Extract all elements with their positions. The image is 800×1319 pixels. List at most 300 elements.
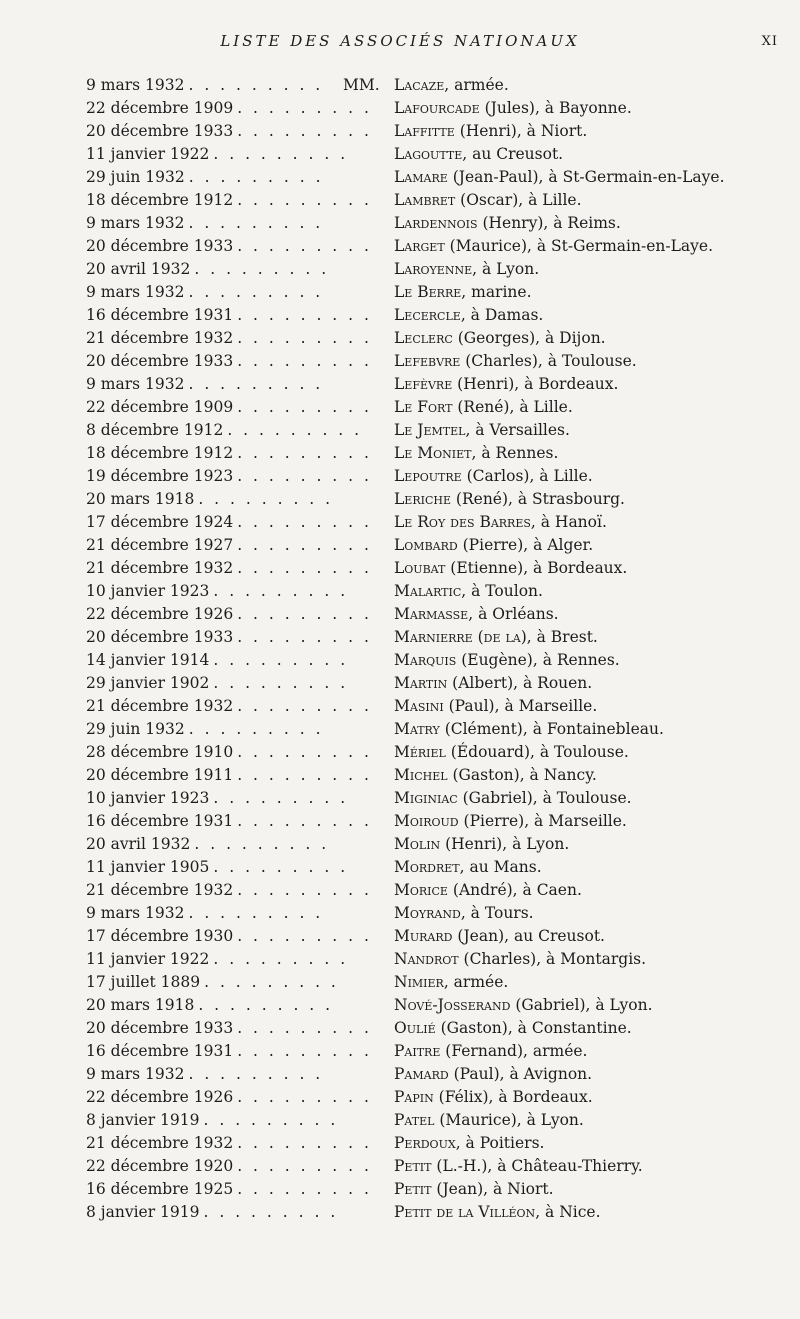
entry-details: (Jean), au Creusot. — [452, 927, 605, 945]
entry-name — [394, 304, 543, 327]
entry-details: , à Tours. — [460, 904, 534, 922]
leader-dots: . . . . . . . . . — [227, 421, 363, 439]
entry-date — [86, 74, 336, 97]
entry-date — [86, 97, 372, 120]
entry-date — [86, 557, 372, 580]
entry-name — [394, 994, 653, 1017]
leader-dots: . . . . . . . . . — [237, 398, 372, 416]
leader-dots: . . . . . . . . . — [194, 260, 330, 278]
entry-date-text: 19 décembre 1923 — [86, 467, 234, 485]
entry-details: (Henri), à Bordeaux. — [452, 375, 619, 393]
leader-dots: . . . . . . . . . — [237, 444, 372, 462]
entry-date-text: 16 décembre 1931 — [86, 306, 234, 324]
entry-details: , armée. — [443, 973, 509, 991]
entry-details: (Gaston), à Nancy. — [447, 766, 597, 784]
leader-dots: . . . . . . . . . — [213, 674, 349, 692]
entry-name — [394, 603, 559, 626]
entry-name — [394, 465, 593, 488]
entry-details: (Albert), à Rouen. — [447, 674, 593, 692]
entry-surname: Marquis — [394, 651, 457, 669]
entry-date — [86, 626, 372, 649]
leader-dots: . . . . . . . . . — [237, 329, 372, 347]
entry-date — [86, 1109, 339, 1132]
entry-date — [86, 1155, 372, 1178]
entry-name — [394, 143, 563, 166]
entry-date — [86, 856, 349, 879]
entry-name — [394, 120, 587, 143]
entry-details: (Charles), à Montargis. — [458, 950, 647, 968]
entry-details: (André), à Caen. — [447, 881, 582, 899]
entry-date-text: 29 juin 1932 — [86, 168, 185, 186]
entry-date — [86, 350, 372, 373]
list-item — [0, 534, 800, 557]
leader-dots: . . . . . . . . . — [237, 306, 372, 324]
leader-dots: . . . . . . . . . — [237, 122, 372, 140]
list-item — [0, 902, 800, 925]
entry-details: , armée. — [444, 76, 509, 94]
entry-date-text: 20 avril 1932 — [86, 835, 191, 853]
entry-details: , à Versailles. — [465, 421, 570, 439]
entry-surname: Matry — [394, 720, 440, 738]
entry-date-text: 20 avril 1932 — [86, 260, 191, 278]
entry-details: (Félix), à Bordeaux. — [433, 1088, 593, 1106]
entry-name — [394, 281, 532, 304]
leader-dots: . . . . . . . . . — [188, 168, 324, 186]
entry-date-text: 18 décembre 1912 — [86, 191, 234, 209]
entry-date — [86, 1063, 336, 1086]
list-item — [0, 833, 800, 856]
entry-surname: Michel — [394, 766, 448, 784]
entry-date-text: 28 décembre 1910 — [86, 743, 234, 761]
entry-date — [86, 672, 349, 695]
entry-date — [86, 304, 372, 327]
entry-surname: Le Jemtel — [394, 421, 466, 439]
list-item — [0, 1155, 800, 1178]
entry-date-text: 11 janvier 1922 — [86, 950, 210, 968]
entry-name — [394, 1132, 544, 1155]
list-item — [0, 764, 800, 787]
entry-date-text: 21 décembre 1932 — [86, 697, 234, 715]
entry-name — [394, 97, 632, 120]
entry-surname: Moiroud — [394, 812, 459, 830]
leader-dots: . . . . . . . . . — [237, 1157, 372, 1175]
leader-dots: . . . . . . . . . — [203, 1111, 339, 1129]
entry-name — [394, 948, 646, 971]
entry-details: , à Nice. — [535, 1203, 601, 1221]
entry-details: (Charles), à Toulouse. — [460, 352, 637, 370]
entry-date — [86, 465, 372, 488]
leader-dots: . . . . . . . . . — [237, 536, 372, 554]
entry-details: (Oscar), à Lille. — [455, 191, 582, 209]
entry-details: (Pierre), à Marseille. — [458, 812, 627, 830]
leader-dots: . . . . . . . . . — [237, 1019, 372, 1037]
entry-date-text: 16 décembre 1931 — [86, 1042, 234, 1060]
entry-surname: Murard — [394, 927, 453, 945]
entry-surname: Mériel — [394, 743, 446, 761]
entry-surname: Leriche — [394, 490, 451, 508]
entry-date — [86, 1201, 339, 1224]
entry-surname: Mordret — [394, 858, 460, 876]
entry-details: , à Lyon. — [472, 260, 540, 278]
entry-date-text: 18 décembre 1912 — [86, 444, 234, 462]
leader-dots: . . . . . . . . . — [237, 605, 372, 623]
entry-name — [394, 580, 543, 603]
list-item — [0, 396, 800, 419]
leader-dots: . . . . . . . . . — [213, 950, 349, 968]
list-item — [0, 304, 800, 327]
entry-details: (Eugène), à Rennes. — [456, 651, 620, 669]
entry-details: , au Creusot. — [462, 145, 564, 163]
entry-name — [394, 925, 605, 948]
entry-details: (Gaston), à Constantine. — [435, 1019, 632, 1037]
list-item — [0, 120, 800, 143]
entry-date-text: 21 décembre 1932 — [86, 559, 234, 577]
entry-date-text: 20 décembre 1933 — [86, 122, 234, 140]
entry-name — [394, 971, 508, 994]
entry-details: (L.-H.), à Château-Thierry. — [431, 1157, 643, 1175]
entry-date — [86, 488, 336, 511]
list-item — [0, 1040, 800, 1063]
entry-surname: Le Roy des Barres — [394, 513, 531, 531]
entry-date — [86, 166, 336, 189]
list-item — [0, 741, 800, 764]
entry-date — [86, 948, 349, 971]
entry-details: (Henri), à Lyon. — [440, 835, 570, 853]
leader-dots: . . . . . . . . . — [237, 927, 372, 945]
entry-details: (Gabriel), à Lyon. — [510, 996, 653, 1014]
entry-name — [394, 810, 627, 833]
entry-details: , marine. — [461, 283, 532, 301]
list-item — [0, 74, 800, 97]
entry-prefix: MM. — [343, 76, 380, 94]
list-item — [0, 189, 800, 212]
list-item — [0, 810, 800, 833]
entry-date-text: 8 janvier 1919 — [86, 1111, 200, 1129]
entry-date-text: 16 décembre 1925 — [86, 1180, 234, 1198]
entry-surname: Laffitte — [394, 122, 455, 140]
list-item — [0, 971, 800, 994]
entry-date — [86, 902, 336, 925]
entry-date — [86, 373, 336, 396]
entry-details: (Paul), à Avignon. — [448, 1065, 593, 1083]
entry-details: , à Rennes. — [471, 444, 559, 462]
entry-name — [394, 856, 542, 879]
leader-dots: . . . . . . . . . — [213, 582, 349, 600]
entry-surname: Lepoutre — [394, 467, 462, 485]
entry-date — [86, 1086, 372, 1109]
entry-surname: Lafourcade — [394, 99, 480, 117]
entry-name — [394, 327, 606, 350]
entry-name — [394, 511, 607, 534]
entry-surname: Lecercle — [394, 306, 461, 324]
entry-name — [394, 373, 618, 396]
list-item — [0, 166, 800, 189]
entry-details: , à Orléans. — [468, 605, 559, 623]
leader-dots: . . . . . . . . . — [188, 283, 324, 301]
entry-surname: Pamard — [394, 1065, 449, 1083]
leader-dots: . . . . . . . . . — [237, 237, 372, 255]
entry-date — [86, 764, 372, 787]
entry-surname: Petit — [394, 1180, 432, 1198]
entry-details: (Paul), à Marseille. — [443, 697, 598, 715]
list-item — [0, 1178, 800, 1201]
entry-surname: Patel — [394, 1111, 435, 1129]
entry-name — [394, 672, 592, 695]
entry-date — [86, 787, 349, 810]
list-item — [0, 695, 800, 718]
leader-dots: . . . . . . . . . — [213, 858, 349, 876]
entry-surname: Nandrot — [394, 950, 459, 968]
entry-details: , à Damas. — [460, 306, 544, 324]
entry-name — [394, 902, 534, 925]
entry-details: , à Hanoï. — [530, 513, 607, 531]
list-item — [0, 511, 800, 534]
entry-surname: Larget — [394, 237, 445, 255]
entry-surname: Masini — [394, 697, 444, 715]
entry-surname: Perdoux — [394, 1134, 456, 1152]
entry-surname: Lefèvre — [394, 375, 453, 393]
entry-name — [394, 1063, 592, 1086]
entry-name — [394, 442, 558, 465]
leader-dots: . . . . . . . . . — [237, 697, 372, 715]
associates-list — [0, 74, 800, 1224]
entry-name — [394, 764, 597, 787]
list-item — [0, 488, 800, 511]
leader-dots: . . . . . . . . . — [204, 973, 339, 991]
leader-dots: . . . . . . . . . — [237, 1088, 372, 1106]
entry-name — [394, 1201, 601, 1224]
entry-name — [394, 879, 582, 902]
entry-date-text: 21 décembre 1932 — [86, 1134, 234, 1152]
entry-date — [86, 511, 372, 534]
entry-details: (Clément), à Fontainebleau. — [439, 720, 664, 738]
entry-date — [86, 649, 349, 672]
entry-date-text: 20 décembre 1933 — [86, 237, 234, 255]
entry-surname: Molin — [394, 835, 441, 853]
entry-details: (René), à Strasbourg. — [451, 490, 625, 508]
entry-date — [86, 419, 363, 442]
list-item — [0, 212, 800, 235]
entry-date-text: 17 juillet 1889 — [86, 973, 201, 991]
list-item — [0, 1109, 800, 1132]
leader-dots: . . . . . . . . . — [188, 76, 324, 94]
list-item — [0, 442, 800, 465]
entry-date-text: 9 mars 1932 — [86, 76, 185, 94]
leader-dots: . . . . . . . . . — [237, 513, 372, 531]
leader-dots: . . . . . . . . . — [188, 375, 324, 393]
entry-surname: Le Fort — [394, 398, 453, 416]
entry-date — [86, 189, 372, 212]
entry-surname: Paitre — [394, 1042, 441, 1060]
entry-date-text: 9 mars 1932 — [86, 214, 185, 232]
entry-details: , au Mans. — [459, 858, 542, 876]
entry-surname: Malartic — [394, 582, 462, 600]
list-item — [0, 879, 800, 902]
leader-dots: . . . . . . . . . — [237, 352, 372, 370]
entry-date-text: 21 décembre 1927 — [86, 536, 234, 554]
entry-date-text: 20 mars 1918 — [86, 996, 195, 1014]
entry-details: (Édouard), à Toulouse. — [445, 743, 629, 761]
entry-details: , à Poitiers. — [455, 1134, 545, 1152]
entry-surname: Lefebvre — [394, 352, 461, 370]
list-item — [0, 856, 800, 879]
list-item — [0, 718, 800, 741]
entry-surname: Le Berre — [394, 283, 462, 301]
list-item — [0, 994, 800, 1017]
entry-date-text: 16 décembre 1931 — [86, 812, 234, 830]
entry-name — [394, 258, 539, 281]
entry-name — [394, 534, 593, 557]
leader-dots: . . . . . . . . . — [198, 490, 334, 508]
list-item — [0, 235, 800, 258]
list-item — [0, 1132, 800, 1155]
entry-date — [86, 143, 349, 166]
entry-surname: Petit — [394, 1157, 432, 1175]
entry-date-text: 21 décembre 1932 — [86, 329, 234, 347]
list-item — [0, 419, 800, 442]
entry-name — [394, 1017, 632, 1040]
leader-dots: . . . . . . . . . — [237, 812, 372, 830]
leader-dots: . . . . . . . . . — [194, 835, 330, 853]
entry-name — [394, 212, 621, 235]
entry-date — [86, 1040, 372, 1063]
entry-date-text: 17 décembre 1930 — [86, 927, 234, 945]
page-number: XI — [761, 34, 778, 49]
entry-date — [86, 327, 372, 350]
entry-details: (Fernand), armée. — [440, 1042, 588, 1060]
list-item — [0, 672, 800, 695]
entry-name — [394, 787, 632, 810]
leader-dots: . . . . . . . . . — [237, 559, 372, 577]
entry-date-text: 20 décembre 1933 — [86, 628, 234, 646]
list-item — [0, 1201, 800, 1224]
entry-name — [394, 718, 664, 741]
entry-date-text: 10 janvier 1923 — [86, 582, 210, 600]
entry-date — [86, 258, 336, 281]
entry-date — [86, 580, 349, 603]
leader-dots: . . . . . . . . . — [237, 766, 372, 784]
entry-date — [86, 1017, 372, 1040]
entry-date-text: 29 juin 1932 — [86, 720, 185, 738]
entry-date — [86, 603, 372, 626]
entry-name — [394, 741, 629, 764]
entry-name — [394, 235, 713, 258]
entry-name — [394, 1040, 588, 1063]
entry-name — [394, 695, 597, 718]
entry-date-text: 11 janvier 1922 — [86, 145, 210, 163]
entry-surname: Loubat — [394, 559, 446, 577]
entry-details: (Gabriel), à Toulouse. — [457, 789, 632, 807]
list-item — [0, 465, 800, 488]
list-item — [0, 281, 800, 304]
entry-date-text: 20 mars 1918 — [86, 490, 195, 508]
entry-date — [86, 442, 372, 465]
entry-name — [394, 1086, 593, 1109]
leader-dots: . . . . . . . . . — [213, 789, 349, 807]
list-item — [0, 557, 800, 580]
entry-surname: Papin — [394, 1088, 434, 1106]
entry-name — [394, 557, 627, 580]
entry-date — [86, 212, 336, 235]
list-item — [0, 1017, 800, 1040]
entry-surname: Marnierre (de la) — [394, 628, 527, 646]
entry-date — [86, 810, 372, 833]
entry-date — [86, 718, 336, 741]
entry-date — [86, 879, 372, 902]
entry-surname: Morice — [394, 881, 448, 899]
leader-dots: . . . . . . . . . — [198, 996, 334, 1014]
entry-name — [394, 649, 620, 672]
entry-date — [86, 971, 339, 994]
entry-date — [86, 833, 336, 856]
leader-dots: . . . . . . . . . — [188, 720, 324, 738]
entry-details: (René), à Lille. — [452, 398, 573, 416]
entry-date-text: 8 décembre 1912 — [86, 421, 224, 439]
entry-date-text: 22 décembre 1920 — [86, 1157, 234, 1175]
leader-dots: . . . . . . . . . — [203, 1203, 339, 1221]
running-title: LISTE DES ASSOCIÉS NATIONAUX — [220, 32, 580, 50]
entry-name — [394, 626, 598, 649]
entry-date-text: 20 décembre 1933 — [86, 1019, 234, 1037]
entry-surname: Le Moniet — [394, 444, 472, 462]
entry-date-text: 9 mars 1932 — [86, 375, 185, 393]
entry-surname: Nové-Josserand — [394, 996, 511, 1014]
entry-details: , à Toulon. — [461, 582, 543, 600]
entry-surname: Nimier — [394, 973, 444, 991]
entry-date — [86, 994, 336, 1017]
entry-date-text: 9 mars 1932 — [86, 1065, 185, 1083]
entry-surname: Lambret — [394, 191, 456, 209]
entry-name — [394, 350, 637, 373]
leader-dots: . . . . . . . . . — [237, 467, 372, 485]
leader-dots: . . . . . . . . . — [237, 628, 372, 646]
entry-name — [394, 1178, 554, 1201]
entry-date-text: 17 décembre 1924 — [86, 513, 234, 531]
entry-details: (Georges), à Dijon. — [452, 329, 606, 347]
list-item — [0, 925, 800, 948]
entry-surname: Lagoutte — [394, 145, 463, 163]
entry-name — [394, 396, 573, 419]
leader-dots: . . . . . . . . . — [237, 1042, 372, 1060]
entry-name — [394, 166, 725, 189]
entry-surname: Miginiac — [394, 789, 458, 807]
leader-dots: . . . . . . . . . — [188, 904, 324, 922]
entry-date — [86, 534, 372, 557]
entry-details: (Henry), à Reims. — [477, 214, 621, 232]
leader-dots: . . . . . . . . . — [237, 191, 372, 209]
page-header — [0, 30, 800, 54]
entry-details: (Jean-Paul), à St-Germain-en-Laye. — [447, 168, 725, 186]
entry-date-text: 22 décembre 1926 — [86, 1088, 234, 1106]
leader-dots: . . . . . . . . . — [237, 881, 372, 899]
entry-date — [86, 695, 372, 718]
entry-date — [86, 1178, 372, 1201]
list-item — [0, 649, 800, 672]
entry-date — [86, 281, 336, 304]
entry-date-text: 9 mars 1932 — [86, 283, 185, 301]
entry-details: (Jules), à Bayonne. — [479, 99, 632, 117]
entry-name — [394, 488, 625, 511]
leader-dots: . . . . . . . . . — [213, 651, 349, 669]
list-item — [0, 1086, 800, 1109]
entry-date-text: 22 décembre 1909 — [86, 99, 234, 117]
entry-details: (Carlos), à Lille. — [461, 467, 593, 485]
leader-dots: . . . . . . . . . — [237, 99, 372, 117]
entry-details: (Maurice), à St-Germain-en-Laye. — [444, 237, 713, 255]
list-item — [0, 373, 800, 396]
list-item — [0, 580, 800, 603]
entry-details: (Pierre), à Alger. — [457, 536, 594, 554]
